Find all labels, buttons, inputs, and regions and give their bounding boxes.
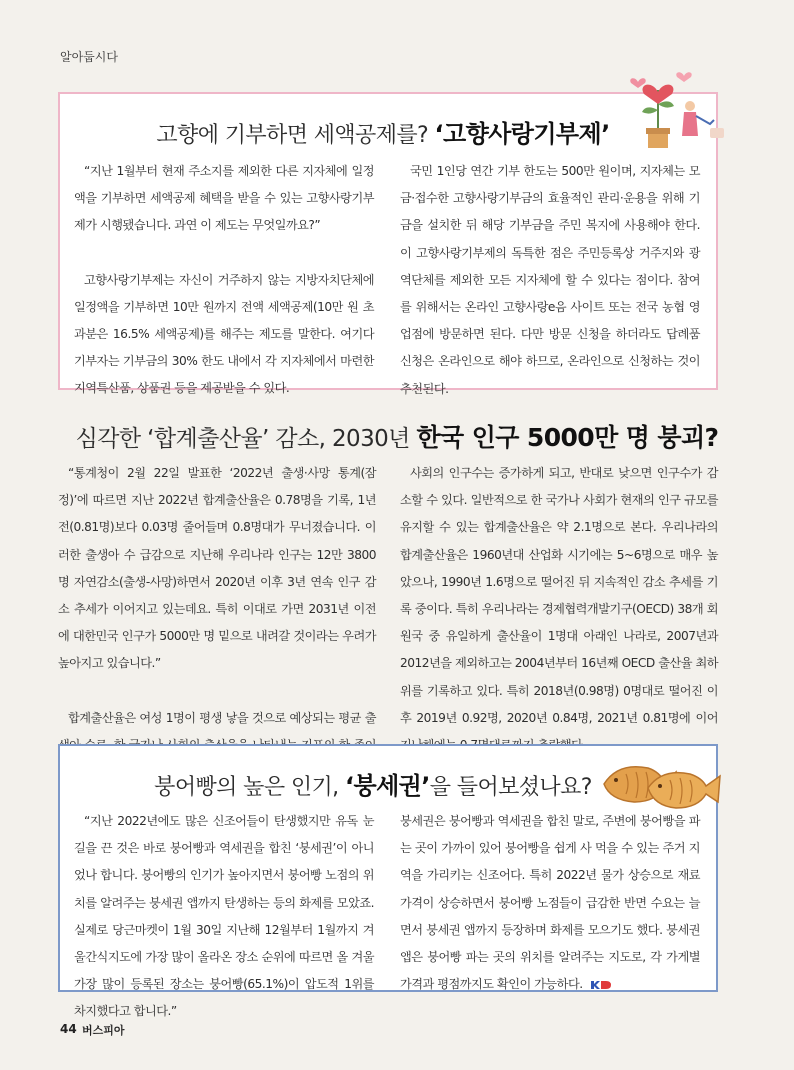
fish-bread-illustration <box>598 754 726 814</box>
right-column <box>400 808 700 998</box>
title-regular: 고향에 기부하면 세액공제를? <box>156 123 435 148</box>
title-regular: 붕어빵의 높은 인기, <box>154 775 345 800</box>
left-column <box>74 808 374 1026</box>
left-column <box>74 158 374 403</box>
body-paragraph: 국민 1인당 연간 기부 한도는 500만 원이며, 지자체는 모금·접수한 고향사랑기부금의 효율적인 관리·운용을 위해 기금을 설치한 뒤 해당 기부금을 주민 복지에 사용해야 한다. 이 고향사랑기부제의 독특한 점은 주민등록상 거주지와 광역단체를 제외한 모든 지자체에 할 수 있다는 점이다. 참여를 위해서는 온라인 고향사랑e음 사이트 또는 전국 농협 영업점에 방문하면 된다. 다만 방문 신청을 하더라도 답례품 신청은 온라인으로 해야 하므로, 온라인으로 신청하는 것이 추천된다. <box>400 164 700 396</box>
body-paragraph: 합계출산율은 여성 1명이 평생 낳을 것으로 예상되는 평균 출 <box>68 710 376 725</box>
title-regular: 심각한 ‘합계출산율’ 감소, 2030년 <box>75 426 417 452</box>
left-column <box>58 460 376 786</box>
body-paragraph: 고향사랑기부제는 자신이 거주하지 않는 지방자치단체에 일정액을 기부하면 10만 원까지 전액 세액공제(10만 원 초과분은 16.5% 세액공제)를 해주는 제도를 말한다. 여기다 기부자는 기부금의 30% 한도 내에서 각 지자체에서 마련한 지역특산품, 상품권 등을 제공받을 수 있다. <box>74 272 374 396</box>
title-bold: ‘붕세권’ <box>344 772 430 800</box>
title-bold: ‘고향사랑기부제’ <box>434 120 610 148</box>
body-paragraph: 사회의 인구수는 증가하게 되고, 반대로 낮으면 인구수가 감소할 수 있다. 일반적으로 한 국가나 사회가 현재의 인구 규모를 유지할 수 있는 합계출산율은 약 2.1명으로 본다. 우리나라의 합계출산율은 1960년대 산업화 시기에는 5~6명으로 매우 높았으나, 1990년 1.6명으로 떨어진 뒤 지속적인 감소 추세를 기록 중이다. 특히 우리나라는 경제협력개발기구(OECD) 38개 회원국 중 유일하게 출산율이 1명대 아래인 나라로, 2007년과 2012년을 제외하고는 2004년부터 16년째 OECD 출산율 최하위를 기록하고 있다. 특히 2018년(0.98명) 0명대로 떨어진 이후 2019년 0.92명, 2020년 0.84명, 2021년 0.81명에 이어 <box>400 466 718 725</box>
section-label: 알아둡시다 <box>60 50 118 64</box>
heart-plant-illustration <box>618 70 728 150</box>
body-paragraph: 붕세권은 붕어빵과 역세권을 합친 말로, 주변에 붕어빵을 파는 곳이 가까이 있어 붕어빵을 쉽게 사 먹을 수 있는 주거 지역을 가리키는 신조어다. 특히 2022년 물가 상승으로 재료 가격이 상승하면서 붕어빵 노점들이 급감한 반면 수요는 늘면서 붕세권 앱까지 등장하며 화제를 모으기도 했다. 붕세권 앱은 붕어빵 파는 곳의 위치를 알려주는 지도로, 각 가게별 가격과 평점까지도 확인이 가능하다. <box>400 814 700 992</box>
quote-paragraph: “지난 2022년에도 많은 신조어들이 탄생했지만 유독 눈길을 끈 것은 바로 붕어빵과 역세권을 합친 ‘붕세권’이 아니었나 합니다. 붕어빵의 인기가 높아지면서 붕어빵 노점의 위치를 알려주는 붕세권 앱까지 탄생하는 등의 화제를 모았죠. 실제로 당근마켓이 1월 30일 지난해 12월부터 1월까지 겨울간식지도에 가장 많이 올라온 장소 순위에 따르면 올 겨울 가장 많이 등록된 장소는 붕어빵(65.1%)이 압도적 1위를 차지했다고 합니다.” <box>74 814 374 1019</box>
title-regular-2: 을 들어보셨나요? <box>429 775 592 800</box>
kd-logo-icon <box>590 979 612 990</box>
quote-paragraph: “지난 1월부터 현재 주소지를 제외한 다른 지자체에 일정액을 기부하면 세액공제 혜택을 받을 수 있는 고향사랑기부제가 시행됐습니다. 과연 이 제도는 무엇일까요?” <box>74 164 374 233</box>
right-column <box>400 158 700 403</box>
title-bold: 한국 인구 5000만 명 붕괴? <box>416 423 719 452</box>
article-title <box>50 114 716 149</box>
right-column <box>400 460 718 759</box>
article-title-population <box>20 418 774 454</box>
magazine-name: 버스피아 <box>82 1024 125 1037</box>
quote-paragraph: “통계청이 2월 22일 발표한 ‘2022년 출생·사망 통계(잠정)’에 따르면 지난 2022년 합계출산율은 0.78명을 기록, 1년 전(0.81명)보다 0.03명 줄어들며 0.8명대가 무너졌습니다. 이러한 출생아 수 급감으로 지난해 우리나라 인구는 12만 3800명 자연감소(출생-사망)하면서 2020년 이후 3년 연속 인구 감소 추세가 이어지고 있는데요. 특히 이대로 가면 2031년 이전에 대한민국 인구가 5000만 명 밑으로 내려갈 것이라는 우려가 높아지고 있습니다.” <box>58 466 376 671</box>
page-number: 44 <box>60 1022 77 1036</box>
